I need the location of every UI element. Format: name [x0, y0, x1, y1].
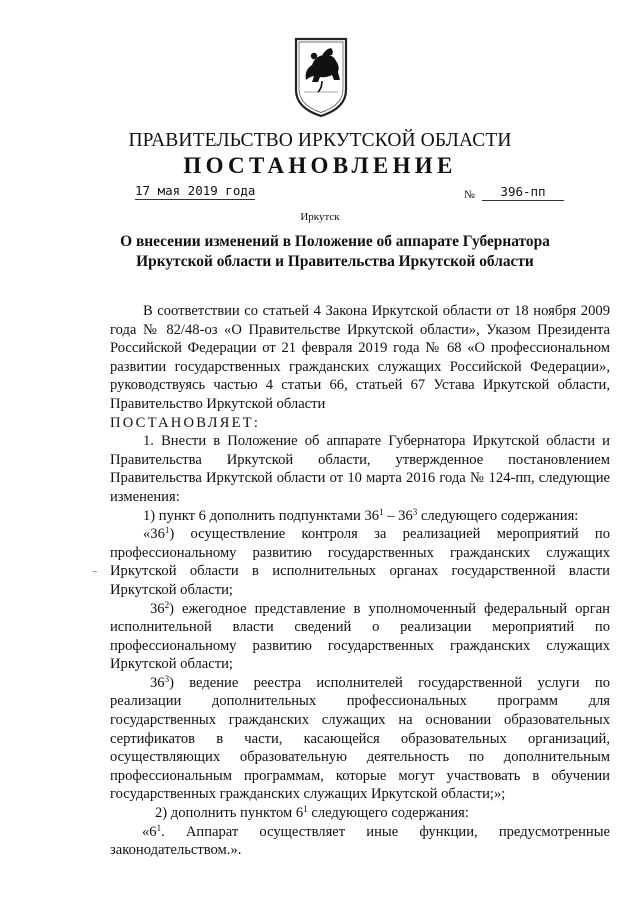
title-line-1: О внесении изменений в Положение об аппарате Губернатора [120, 233, 550, 250]
margin-mark [93, 571, 97, 572]
document-type: ПОСТАНОВЛЕНИЕ [183, 153, 457, 178]
superscript: 1 [156, 822, 162, 833]
government-name: ПРАВИТЕЛЬСТВО ИРКУТСКОЙ ОБЛАСТИ [128, 130, 512, 151]
point-6-1 [110, 823, 610, 860]
superscript: 3 [412, 506, 418, 517]
document-date: 17 мая 2019 года [135, 183, 256, 198]
superscript: 3 [164, 673, 170, 684]
text-fragment: 2) дополнить пунктом 6 [155, 805, 304, 822]
number-sign: № [464, 189, 475, 201]
text-fragment: – 36 [383, 507, 413, 524]
superscript: 1 [164, 525, 170, 536]
paragraph-2 [110, 507, 610, 526]
city: Иркутск [300, 211, 340, 223]
superscript: 1 [379, 506, 384, 517]
subparagraph-36-3 [110, 674, 610, 804]
text-fragment: . Аппарат осуществляет иные функции, предусмотренные законодательством.». [110, 823, 610, 859]
text-fragment: следующего содержания: [417, 507, 579, 524]
title-line-2: Иркутской области и Правительства Иркутской области [136, 253, 534, 270]
coat-of-arms-icon [292, 36, 350, 118]
subparagraph-36-2 [110, 600, 610, 674]
document-body [110, 302, 610, 860]
preamble-paragraph: В соответствии со статьей 4 Закона Иркутской области от 18 ноября 2009 года № 82/48-оз «О Правительстве Иркутской области», Указом Президента Российской Федерации от 21 февраля 2019 года № 68 «О профессиональном развитии государственных гражданских служащих Российской Федерации», руководствуясь частью 4 статьи 66, статьей 67 Устава Иркутской области, Правительство Иркутской области [110, 303, 610, 412]
text-fragment: ) ведение реестра исполнителей государственной услуги по реализации дополнительных профессиональных программ для государственных гражданских служащих на основании образовательных сертификатов в части, касающейся образовательных организаций, осуществляющих образовательную деятельность по дополнительным профессиональным программам, которые могут участвовать в обучении государственных гражданских служащих Иркутской области;»; [110, 674, 610, 803]
text-fragment: ) осуществление контроля за реализацией мероприятий по профессиональному развитию государственных гражданских служащих Иркутской области в исполнительных органах государственной власти Иркутской области; [110, 526, 610, 598]
text-fragment: ) ежегодное представление в уполномоченный федеральный орган исполнительной власти сведений о реализации мероприятий по профессиональному развитию государственных гражданских служащих Иркутской области; [110, 600, 610, 673]
text-fragment: «36 [143, 526, 165, 543]
subparagraph-36-1 [110, 525, 610, 599]
superscript: 2 [164, 599, 170, 610]
paragraph-2-amendment [110, 804, 610, 823]
text-fragment: «6 [142, 823, 157, 840]
superscript: 1 [303, 804, 308, 815]
document-number: 396-пп [482, 184, 564, 201]
text-fragment: 36 [150, 600, 165, 617]
paragraph-1: 1. Внести в Положение об аппарате Губернатора Иркутской области и Правительства Иркутской области, утвержденное постановлением Правительства Иркутской области от 10 марта 2016 года № 124-пп, следующие изменения: [110, 433, 610, 505]
document-title [100, 232, 570, 272]
text-fragment: следующего содержания: [307, 805, 469, 822]
text-fragment: 1) пункт 6 дополнить подпунктами 36 [143, 507, 380, 524]
decree-word: ПОСТАНОВЛЯЕТ: [110, 414, 261, 431]
text-fragment: 36 [150, 674, 165, 691]
